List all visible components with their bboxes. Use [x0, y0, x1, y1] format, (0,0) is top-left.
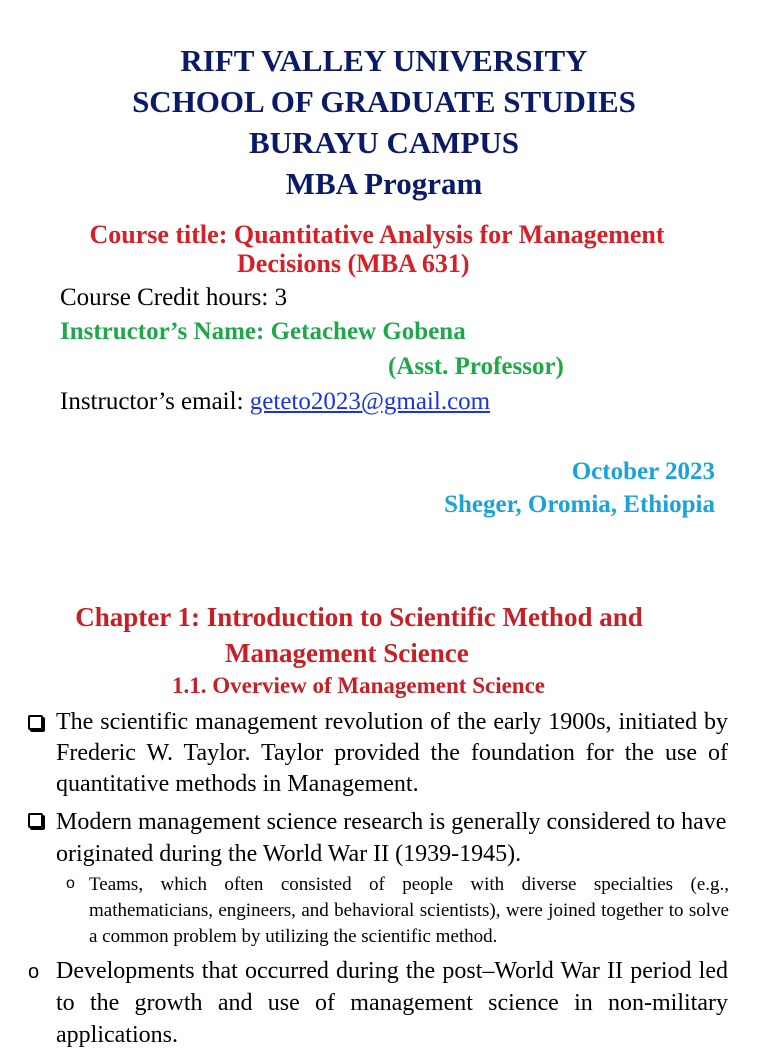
school-name: SCHOOL OF GRADUATE STUDIES [132, 84, 636, 119]
course-title-line2: Decisions (MBA 631) [237, 249, 470, 278]
circle-bullet-icon: o [66, 875, 75, 892]
square-bullet-icon [28, 813, 43, 828]
circle-bullet-icon: o [28, 961, 40, 983]
instructor-rank: (Asst. Professor) [388, 353, 564, 380]
date: October 2023 [571, 458, 715, 485]
square-bullet-icon [28, 715, 43, 730]
course-title-line1: Course title: Quantitative Analysis for Management [89, 220, 665, 249]
bullet-paragraph-2: Modern management science research is generally considered to have originated during the World War II (1939-1945). [56, 809, 727, 867]
instructor-name: Instructor’s Name: Getachew Gobena [60, 318, 466, 345]
instructor-email-row [60, 386, 490, 418]
chapter-title-line2: Management Science [225, 638, 469, 668]
email-label: Instructor’s email: [60, 388, 250, 415]
course-credit-hours: Course Credit hours: 3 [60, 284, 288, 311]
sub-bullet-paragraph: Teams, which often consisted of people with diverse specialties (e.g., mathematicians, engineers, and behavioral scientists), were joined together to solve a common problem by utilizing the scientific method. [89, 874, 729, 947]
bullet-paragraph-1: The scientific management revolution of the early 1900s, initiated by Frederic W. Taylor. Taylor provided the foundation for the use of quantitative methods in Management. [56, 709, 728, 797]
instructor-email-link[interactable]: geteto2023@gmail.com [249, 388, 491, 415]
section-heading: 1.1. Overview of Management Science [172, 673, 546, 698]
bullet-paragraph-3: Developments that occurred during the post–World War II period led to the growth and use of management science in non-military applications. [56, 958, 728, 1048]
campus-name: BURAYU CAMPUS [248, 125, 520, 160]
chapter-title-line1: Chapter 1: Introduction to Scientific Method and [75, 602, 643, 632]
place: Sheger, Oromia, Ethiopia [444, 491, 715, 518]
university-name: RIFT VALLEY UNIVERSITY [180, 43, 588, 78]
program-name: MBA Program [285, 166, 483, 201]
